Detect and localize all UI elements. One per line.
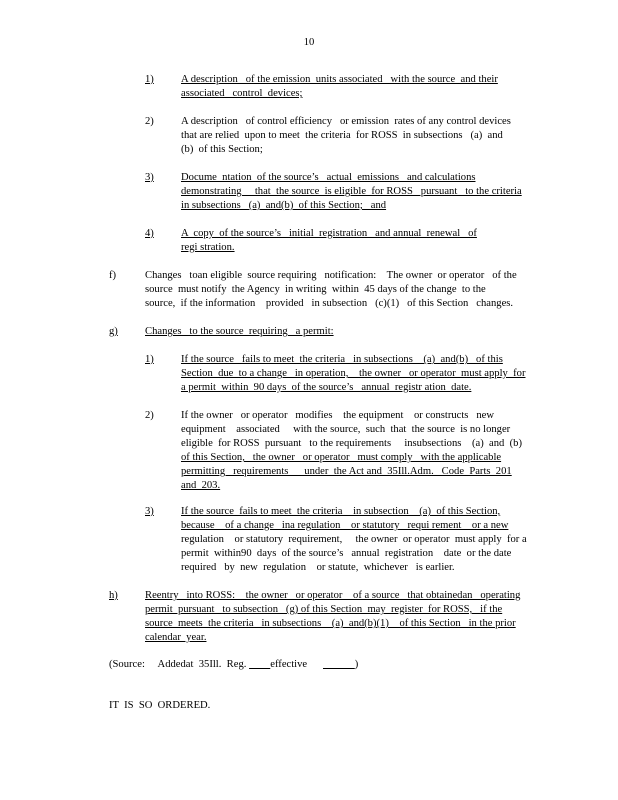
text-line: permit within90 days of the source’s annual registration date or the date xyxy=(181,548,512,559)
text-line: demonstrating that the source is eligible for ROSS pursuant to the criteria xyxy=(181,186,522,197)
item-label: 3) xyxy=(145,172,154,183)
text-line: If the source fails to meet the criteria in subsection (a) of this Section, xyxy=(181,506,501,517)
item-text xyxy=(181,409,541,493)
text-line: equipment associated with the source, such that the source is no longer xyxy=(181,424,511,435)
item-label: 2) xyxy=(145,116,154,127)
text-line: source meets the criteria in subsections (a) and(b)(1) of this Section in the prior xyxy=(145,618,516,629)
text-line: required by new regulation or statute, whichever is earlier. xyxy=(181,562,455,573)
item-text xyxy=(181,115,541,157)
text-line: source must notify the Agency in writing within 45 days of the change to the xyxy=(145,284,486,295)
text-line: If the source fails to meet the criteria in subsections (a) and(b) of this xyxy=(181,354,503,365)
text-line: Docume ntation of the source’s actual emissions and calculations xyxy=(181,172,476,183)
page-number: 10 xyxy=(303,37,315,48)
item-label: 1) xyxy=(145,74,154,85)
section-label: f) xyxy=(109,270,117,281)
section-label: g) xyxy=(109,326,118,337)
item-label: 3) xyxy=(145,506,154,517)
text-line: A copy of the source’s initial registration and annual renewal of xyxy=(181,228,477,239)
blank-line xyxy=(249,659,270,670)
item-label: 4) xyxy=(145,228,154,239)
text-line: in subsections (a) and(b) of this Section; and xyxy=(181,200,387,211)
section-text xyxy=(145,325,540,339)
section-text xyxy=(145,269,540,311)
text-line: because of a change ina regulation or statutory requi rement or a new xyxy=(181,520,509,531)
item-label: 1) xyxy=(145,354,154,365)
section-label: h) xyxy=(109,590,118,601)
closing-statement: IT IS SO ORDERED. xyxy=(109,700,211,711)
text-line: and 203. xyxy=(181,480,221,491)
text-line: regi stration. xyxy=(181,242,235,253)
item-label: 2) xyxy=(145,410,154,421)
source-prefix: (Source: Addedat 35Ill. Reg. xyxy=(109,659,247,670)
text-line: Changes toan eligible source requiring notification: The owner or operator of the xyxy=(145,270,517,281)
source-note xyxy=(109,658,358,672)
item-text xyxy=(181,353,541,395)
text-line: Section due to a change in operation, the owner or operator must apply for xyxy=(181,368,526,379)
item-text xyxy=(181,171,541,213)
text-line: associated control devices; xyxy=(181,88,303,99)
item-text xyxy=(181,227,501,255)
source-effective: effective xyxy=(270,659,308,670)
text-line: A description of control efficiency or emission rates of any control devices xyxy=(181,116,511,127)
text-line: eligible for ROSS pursuant to the requirements insubsections (a) and (b) xyxy=(181,438,522,449)
text-line: (b) of this Section; xyxy=(181,144,263,155)
text-line: of this Section, the owner or operator must comply with the applicable xyxy=(181,452,502,463)
text-line: a permit within 90 days of the source’s annual registr ation date. xyxy=(181,382,472,393)
section-text xyxy=(145,589,540,645)
source-suffix: ) xyxy=(354,659,359,670)
text-line: permit pursuant to subsection (g) of this Section may register for ROSS, if the xyxy=(145,604,503,615)
text-line: regulation or statutory requirement, the owner or operator must apply for a xyxy=(181,534,527,545)
text-line: source, if the information provided in subsection (c)(1) of this Section changes. xyxy=(145,298,514,309)
text-line: A description of the emission units associated with the source and their xyxy=(181,74,498,85)
text-line: Reentry into ROSS: the owner or operator of a source that obtainedan operating xyxy=(145,590,521,601)
text-line: Changes to the source requiring a permit: xyxy=(145,326,334,337)
text-line: that are relied upon to meet the criteria for ROSS in subsections (a) and xyxy=(181,130,503,141)
blank-line xyxy=(323,659,355,670)
item-text xyxy=(181,505,541,575)
text-line: If the owner or operator modifies the equipment or constructs new xyxy=(181,410,495,421)
text-line: calendar year. xyxy=(145,632,207,643)
item-text xyxy=(181,73,526,101)
text-line: permitting requirements under the Act and 35Ill.Adm. Code Parts 201 xyxy=(181,466,512,477)
